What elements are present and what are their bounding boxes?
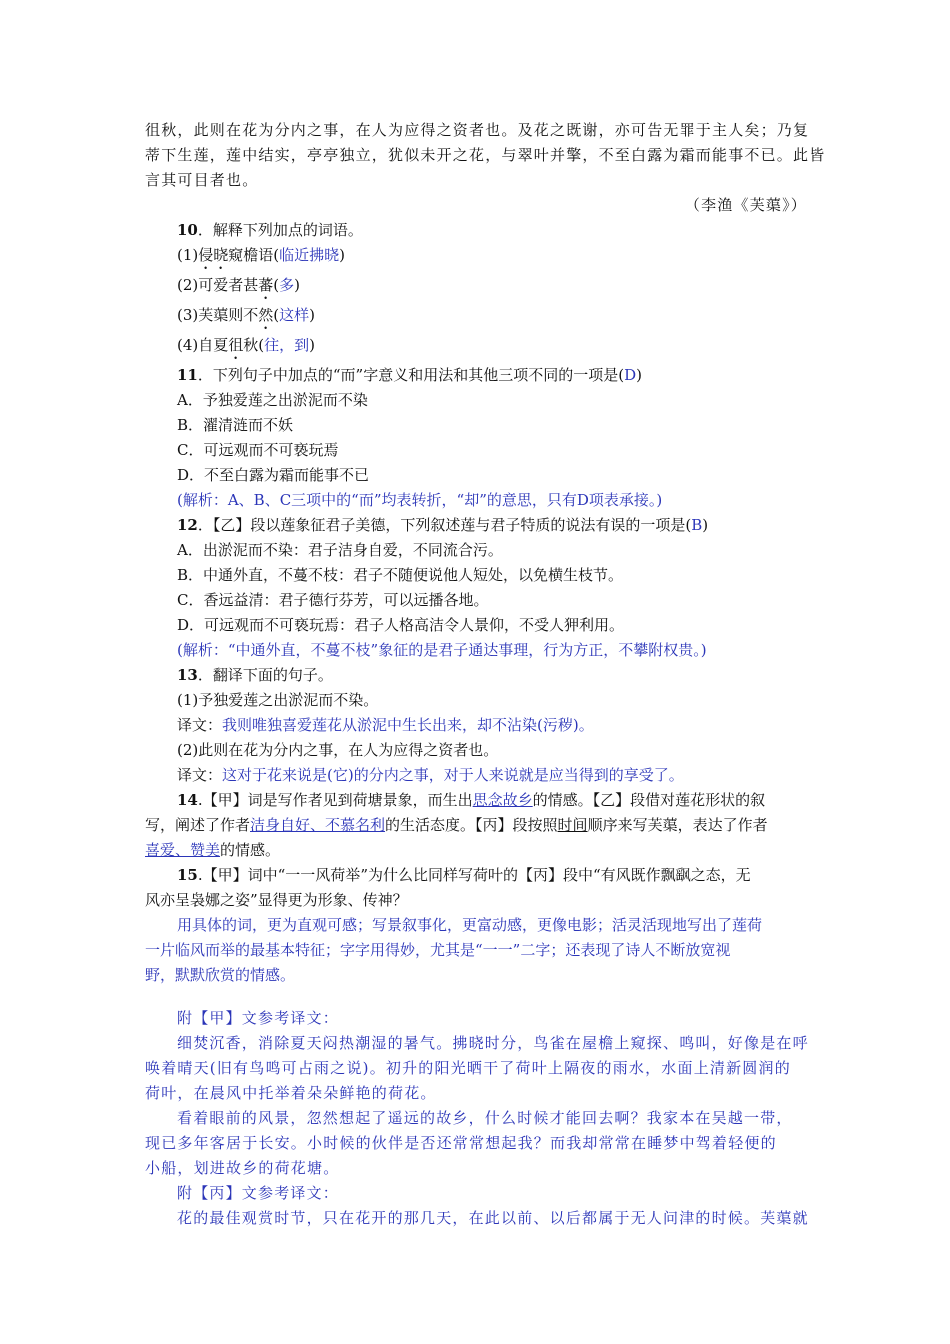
answer: 洁身自好、不慕名利 [250,816,386,834]
dotted-word: 蕃 [258,276,274,294]
question-12 [145,513,807,538]
option-a: A．出淤泥而不染：君子洁身自爱，不同流合污。 [177,541,503,559]
answer: 我则唯独喜爱莲花从淤泥中生长出来，却不沾染(污秽)。 [222,716,594,734]
question-10 [145,218,807,243]
answer: 往，到 [264,336,310,354]
item-close: ) [309,306,315,324]
passage-line: 徂秋，此则在花为分内之事，在人为应得之资者也。及花之既谢，亦可告无罪于主人矣；乃复 [145,121,810,139]
question-text: 的情感。 [220,841,281,859]
item-close: ) [702,516,709,534]
q10-item-1 [145,243,807,273]
question-text: 写，阐述了作者 [145,816,251,834]
item-text: ( [273,306,280,324]
appendix-title-jia: 附【甲】文参考译文： [177,1009,340,1027]
passage-line: 言其可目者也。 [145,171,259,189]
question-text: .【甲】词是写作者见到荷塘景象，而生出 [197,791,473,809]
item-close: ) [309,336,315,354]
question-number: 13 [177,666,198,684]
translation-label: 译文： [177,716,223,734]
option-c: C．香远益清：君子德行芬芳，可以远播各地。 [177,591,489,609]
translation-label: 译文： [177,766,223,784]
question-14 [145,788,807,813]
answer: 临近拂晓 [279,246,340,264]
q10-item-3 [145,303,807,333]
answer-line: 一片临风而举的最基本特征；字字用得妙，尤其是“一一”二字；还表现了诗人不断放宽视 [145,941,731,959]
analysis: (解析：A、B、C三项中的“而”均表转折，“却”的意思，只有D项表承接。) [177,491,663,509]
option-b: B．中通外直，不蔓不枝：君子不随便说他人短处，以免横生枝节。 [177,566,624,584]
item-close: ) [636,366,642,384]
question-text: 顺序来写芙蕖，表达了作者 [587,816,768,834]
item-close: ) [294,276,300,294]
answer: 多 [279,276,295,294]
q10-item-2 [145,273,807,303]
answer: B [691,516,703,534]
item-text: ( [273,276,280,294]
analysis: (解析：“中通外直，不蔓不枝”象征的是君子通达事理，行为方正，不攀附权贵。) [177,641,707,659]
answer: 这对于花来说是(它)的分内之事，对于人来说就是应当得到的享受了。 [222,766,684,784]
option-b: B．濯清涟而不妖 [177,416,294,434]
answer: 思念故乡 [472,791,533,809]
answer-line: 用具体的词，更为直观可感；写景叙事化，更富动感，更像电影；活灵活现地写出了莲荷 [177,916,763,934]
question-11 [145,363,807,388]
question-15 [145,863,807,888]
appendix-line: 细焚沉香，消除夏天闷热潮湿的暑气。拂晓时分，鸟雀在屋檐上窥探、鸣叫，好像是在呼 [177,1034,809,1052]
item-close: ) [339,246,346,264]
source-citation: （李渔《芙蕖》） [684,196,807,214]
answer-line: 野，默默欣赏的情感。 [145,966,296,984]
question-text: .【甲】词中“一一风荷举”为什么比同样写荷叶的【丙】段中“有风既作飘飖之态，无 [197,866,751,884]
appendix-line: 荷叶，在晨风中托举着朵朵鲜艳的荷花。 [145,1084,437,1102]
question-stem: ．【乙】段以莲象征君子美德，下列叙述莲与君子特质的说法有误的一项是( [197,516,692,534]
document-page [145,118,826,1231]
item-text: 秋( [243,336,265,354]
appendix-line: 现已多年客居于长安。小时候的伙伴是否还常常想起我？而我却常常在睡梦中驾着轻便的 [145,1134,777,1152]
question-15-cont: 风亦呈袅娜之姿”显得更为形象、传神？ [145,891,408,909]
sentence-1: (1)予独爱莲之出淤泥而不染。 [177,691,379,709]
question-number: 10 [177,221,198,239]
question-text: 的生活态度。【丙】段按照 [385,816,558,834]
sentence-2: (2)此则在花为分内之事，在人为应得之资者也。 [177,741,499,759]
question-number: 11 [177,366,198,384]
appendix-line: 小船，划进故乡的荷花塘。 [145,1159,340,1177]
dotted-word: 徂 [228,336,244,354]
question-text: 的情感。【乙】段借对莲花形状的叙 [532,791,766,809]
option-d: D．可远观而不可亵玩焉：君子人格高洁令人景仰，不受人狎利用。 [177,616,625,634]
item-prefix: (1) [177,246,199,264]
item-text: 窥檐语( [228,246,280,264]
dotted-word: 然 [258,306,274,324]
question-14-cont [145,838,807,863]
option-d: D．不至白露为霜而能事不已 [177,466,370,484]
translation-2 [145,763,807,788]
appendix-line: 看着眼前的风景，忽然想起了遥远的故乡，什么时候才能回去啊？我家本在吴越一带， [177,1109,793,1127]
option-a: A．予独爱莲之出淤泥而不染 [177,391,368,409]
item-prefix: (3)芙蕖则不 [177,306,259,324]
answer: D [624,366,637,384]
item-prefix: (2)可爱者甚 [177,276,259,294]
appendix-line: 唤着晴天(旧有鸟鸣可占雨之说)。初升的阳光晒干了荷叶上隔夜的雨水，水面上清新圆润的 [145,1059,791,1077]
appendix-title-bing: 附【丙】文参考译文： [177,1184,340,1202]
question-number: 12 [177,516,198,534]
translation-1 [145,713,807,738]
question-number: 14 [177,791,198,809]
question-stem: ．解释下列加点的词语。 [197,221,363,239]
answer: 时间 [557,816,588,834]
option-c: C．可远观而不可亵玩焉 [177,441,339,459]
item-prefix: (4)自夏 [177,336,229,354]
answer: 喜爱、赞美 [145,841,221,859]
question-13 [145,663,807,688]
appendix-line: 花的最佳观赏时节，只在花开的那几天，在此以前、以后都属于无人问津的时候。芙蕖就 [177,1209,809,1227]
dotted-word: 侵 [198,246,214,264]
question-stem: ．下列句子中加点的“而”字意义和用法和其他三项不同的一项是( [197,366,625,384]
q10-item-4 [145,333,807,363]
passage-line: 蒂下生莲，莲中结实，亭亭独立，犹似未开之花，与翠叶并擎，不至白露为霜而能事不已。此皆 [145,146,826,164]
question-number: 15 [177,866,198,884]
question-stem: ．翻译下面的句子。 [197,666,333,684]
answer: 这样 [279,306,310,324]
dotted-word: 晓 [213,246,229,264]
question-14-cont [145,813,807,838]
